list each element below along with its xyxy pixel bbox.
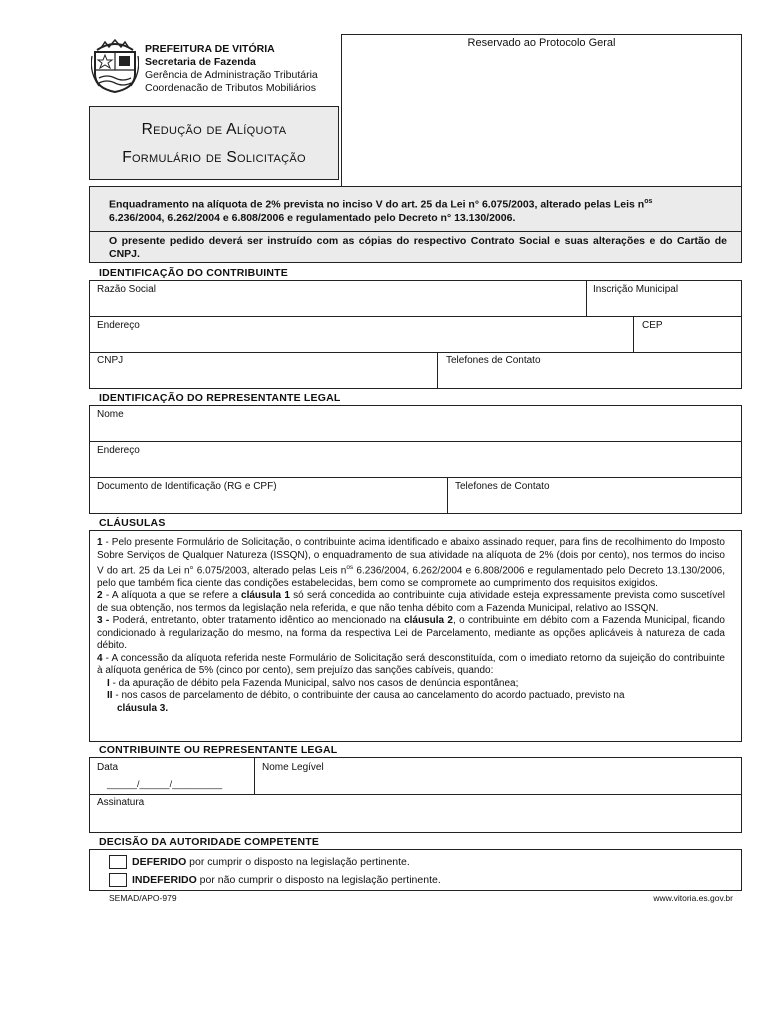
clause-2: 2 - A alíquota a que se refere a cláusula 1 só será concedida ao contribuinte cuja atividade esteja expressamente prevista como suscetível de sua obtenção, nos termos da legislação nela referida, e que não tenha débito com a Fazenda Municipal, relativo ao ISSQN. <box>97 590 725 614</box>
signature-section <box>89 757 742 833</box>
granted-checkbox[interactable] <box>109 855 127 869</box>
framework-sup: os <box>644 198 653 205</box>
management-name: Gerência de Administração Tributária <box>145 69 318 81</box>
signature-field[interactable]: Assinatura <box>97 797 145 808</box>
dept-name: Secretaria de Fazenda <box>145 56 256 68</box>
signature-section-title: CONTRIBUINTE OU REPRESENTANTE LEGAL <box>99 744 338 756</box>
taxpayer-section-title: IDENTIFICAÇÃO DO CONTRIBUINTE <box>99 267 288 279</box>
representative-address-field[interactable]: Endereço <box>97 445 140 456</box>
date-blank-line: ______/______/__________ <box>107 779 223 789</box>
clauses-text <box>97 537 725 715</box>
framework-text: Enquadramento na alíquota de 2% prevista no inciso V do art. 25 da Lei n° 6.075/2003, alterado pelas Leis n <box>109 198 645 211</box>
clause-4-item-ii: II - nos casos de parcelamento de débito, o contribuinte der causa ao cancelamento do acordo pactuado, previsto na cláusula 3. <box>107 690 625 714</box>
org-name: PREFEITURA DE VITÓRIA <box>145 43 275 55</box>
representative-name-field[interactable]: Nome <box>97 409 124 420</box>
coordination-name: Coordenacão de Tributos Mobiliários <box>145 82 317 94</box>
clause-1: 1 - Pelo presente Formulário de Solicitação, o contribuinte acima identificado e abaixo assinado requer, para fins de recolhimento do Imposto Sobre Serviços de Qualquer Natureza (ISSQN), o enquadramento de sua atividade na alíquota de 2% (dois por cento), nos termos do inciso V do art. 25 da Lei n° 6.075/2003, alterado pelas Leis $n^{os}$ 6.236/2004, 6.262/2004 e 6.808/2006 e regulamentado pelo Decreto 13.130/2006, pelo que também fica ciente das condições estabelecidas, bem como se compromete ao cumprimento dos requisitos exigidos. <box>97 537 726 589</box>
form-code: SEMAD/APO-979 <box>109 893 177 903</box>
taxpayer-section <box>89 280 742 389</box>
framework-text-2: 6.236/2004, 6.262/2004 e 6.808/2006 e regulamentado pelo Decreto n° 13.130/2006. <box>109 211 516 224</box>
header-org-block <box>145 43 318 95</box>
decision-section-title: DECISÃO DA AUTORIDADE COMPETENTE <box>99 836 320 848</box>
clauses-section-title: CLÁUSULAS <box>99 517 166 529</box>
id-document-field[interactable]: Documento de Identificação (RG e CPF) <box>97 481 277 492</box>
zip-code-field[interactable]: CEP <box>642 320 663 331</box>
form-title-line1: Redução de Alíquota <box>141 121 287 138</box>
form-title-line2: Formulário de Solicitação <box>122 149 306 166</box>
taxpayer-phones-field[interactable]: Telefones de Contato <box>446 355 541 366</box>
cnpj-field[interactable]: CNPJ <box>97 355 124 366</box>
city-crest-icon <box>91 36 139 94</box>
clause-4-item-i: I - da apuração de débito pela Fazenda Municipal, salvo nos casos de denúncia espontânea; <box>107 677 519 689</box>
protocol-label: Reservado ao Protocolo Geral <box>467 37 616 49</box>
website-link[interactable]: www.vitoria.es.gov.br <box>653 893 733 903</box>
protocol-reserved-box <box>341 34 742 188</box>
municipal-registration-field[interactable]: Inscrição Municipal <box>593 284 679 295</box>
representative-section <box>89 405 742 514</box>
form-title-box <box>89 106 339 180</box>
granted-option: DEFERIDO por cumprir o disposto na legislação pertinente. <box>132 856 410 868</box>
legal-framework-notice <box>89 186 742 232</box>
taxpayer-address-field[interactable]: Endereço <box>97 320 140 331</box>
instruction-text: O presente pedido deverá ser instruído com as cópias do respectivo Contrato Social e suas alterações e do Cartão de CNPJ. <box>109 235 727 260</box>
denied-checkbox[interactable] <box>109 873 127 887</box>
representative-phones-field[interactable]: Telefones de Contato <box>455 481 550 492</box>
company-name-field[interactable]: Razão Social <box>97 284 156 295</box>
clause-3: 3 - Poderá, entretanto, obter tratamento idêntico ao mencionado na cláusula 2, o contribuinte em débito com a Fazenda Municipal, ficando condicionado à regularização do mesmo, na forma da respectiva Lei de Parcelamento, mediante as opções aplicáveis à natureza de cada débito. <box>97 615 725 652</box>
legible-name-field[interactable]: Nome Legível <box>262 762 324 773</box>
clause-4: 4 - A concessão da alíquota referida neste Formulário de Solicitação será desconstituída, com o imediato retorno da sujeição do contribuinte à alíquota genérica de 5% (cinco por cento), sem prejuízo das sanções cabíveis, quando: <box>97 652 725 677</box>
representative-section-title: IDENTIFICAÇÃO DO REPRESENTANTE LEGAL <box>99 392 341 404</box>
denied-option: INDEFERIDO por não cumprir o disposto na legislação pertinente. <box>132 874 441 886</box>
date-field[interactable]: Data <box>97 762 119 773</box>
instruction-notice <box>89 231 742 263</box>
